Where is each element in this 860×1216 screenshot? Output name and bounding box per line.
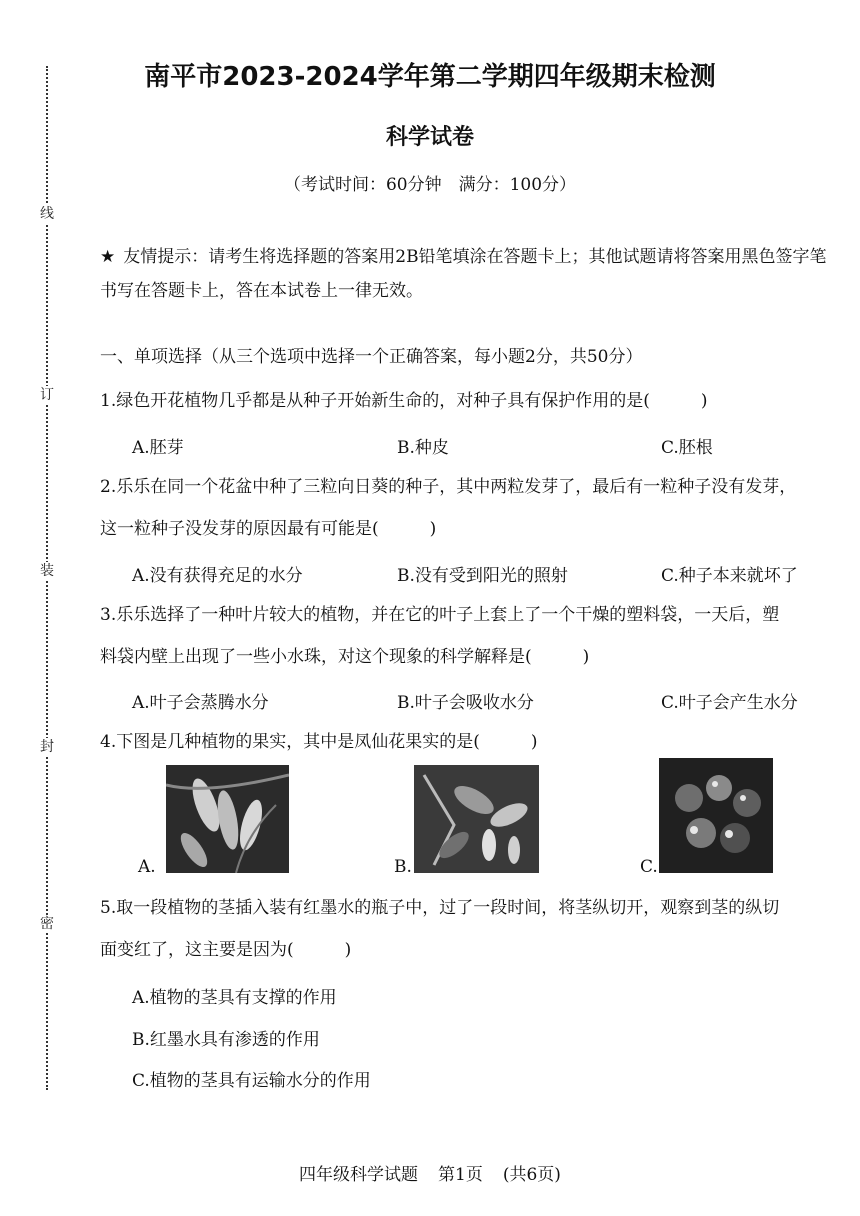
question-3 — [100, 604, 842, 668]
exam-title: 南平市2023-2024学年第二学期四年级期末检测 — [144, 62, 716, 92]
footer-subject: 四年级科学试题 — [299, 1165, 419, 1185]
option-a: A.叶子会蒸腾水分 — [132, 693, 269, 713]
binding-mark-xian: 线 — [36, 205, 58, 223]
question-5 — [100, 897, 842, 961]
fruit-image-a — [166, 765, 289, 873]
picture-label-c: C. — [640, 857, 658, 877]
picture-label-b: B. — [394, 857, 412, 877]
binding-mark-ding: 订 — [36, 386, 58, 404]
question-5-option-b: B.红墨水具有渗透的作用 — [132, 1030, 320, 1050]
question-3-options — [132, 688, 832, 713]
question-1 — [100, 390, 842, 412]
question-3-text-line2: 料袋内壁上出现了一些小水珠，对这个现象的科学解释是( ) — [100, 647, 590, 667]
tip-text: 友情提示：请考生将选择题的答案用2B铅笔填涂在答题卡上；其他试题请将答案用黑色签字笔书写在答题卡上，答在本试卷上一律无效。 — [100, 247, 827, 301]
fruit-image-c — [659, 758, 773, 873]
option-c: C.种子本来就坏了 — [661, 566, 798, 586]
question-5-option-a: A.植物的茎具有支撑的作用 — [132, 988, 337, 1008]
binding-mark-feng: 封 — [36, 738, 58, 756]
question-2 — [100, 476, 842, 540]
option-a: A.胚芽 — [132, 438, 184, 458]
option-b: B.种皮 — [397, 438, 449, 458]
fruit-image-b — [414, 765, 539, 873]
option-c: C.胚根 — [661, 438, 713, 458]
binding-mark-mi: 密 — [36, 915, 58, 933]
footer-total: (共6页) — [502, 1165, 561, 1185]
section-heading: 一、单项选择（从三个选项中选择一个正确答案，每小题2分，共50分） — [100, 347, 643, 367]
option-c: C.叶子会产生水分 — [661, 693, 798, 713]
footer-page: 第1页 — [438, 1165, 483, 1185]
question-5-text-line1: 5.取一段植物的茎插入装有红墨水的瓶子中，过了一段时间，将茎纵切开，观察到茎的纵切 — [100, 898, 780, 918]
exam-subtitle: 科学试卷 — [385, 125, 474, 150]
page-footer — [0, 1160, 860, 1185]
question-2-text-line1: 2.乐乐在同一个花盆中种了三粒向日葵的种子，其中两粒发芽了，最后有一粒种子没有发芽， — [100, 477, 797, 497]
exam-meta: （考试时间：60分钟 满分：100分） — [283, 175, 577, 195]
question-5-text-line2: 面变红了，这主要是因为( ) — [100, 940, 352, 960]
question-4 — [100, 731, 842, 753]
option-b: B.叶子会吸收水分 — [397, 693, 534, 713]
star-icon: ★ — [100, 247, 116, 267]
friendly-tip — [100, 240, 840, 308]
picture-label-a: A. — [138, 857, 156, 877]
question-3-text-line1: 3.乐乐选择了一种叶片较大的植物，并在它的叶子上套上了一个干燥的塑料袋，一天后，塑 — [100, 605, 780, 625]
question-4-text: 4.下图是几种植物的果实，其中是凤仙花果实的是( ) — [100, 732, 538, 752]
question-2-text-line2: 这一粒种子没发芽的原因最有可能是( ) — [100, 519, 437, 539]
option-a: A.没有获得充足的水分 — [132, 566, 303, 586]
question-5-option-c: C.植物的茎具有运输水分的作用 — [132, 1071, 371, 1091]
option-b: B.没有受到阳光的照射 — [397, 566, 568, 586]
question-1-text: 1.绿色开花植物几乎都是从种子开始新生命的，对种子具有保护作用的是( ) — [100, 391, 708, 411]
question-1-options — [132, 433, 832, 458]
question-2-options — [132, 561, 832, 586]
binding-mark-zhuang: 装 — [36, 562, 58, 580]
